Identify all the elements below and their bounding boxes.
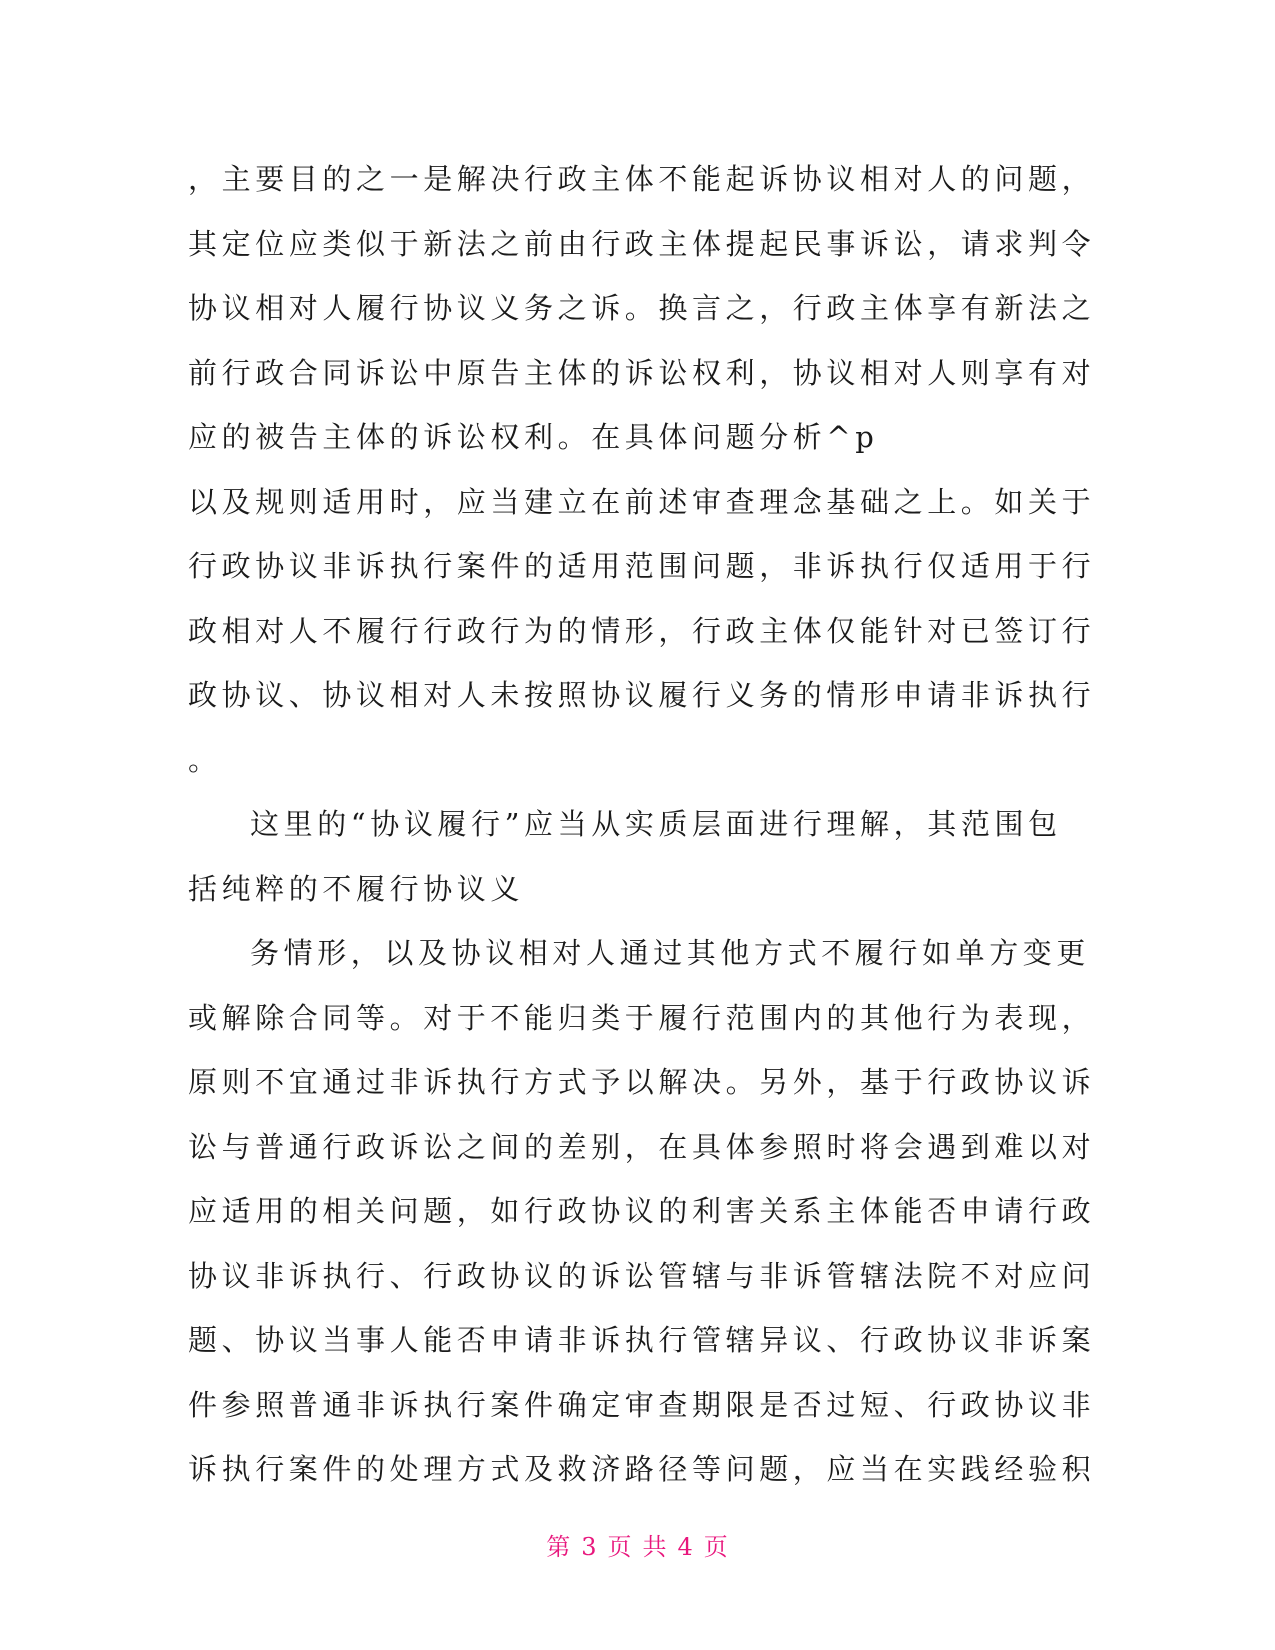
document-body [188, 147, 1096, 1502]
text-line: 行政协议非诉执行案件的适用范围问题，非诉执行仅适用于行 [188, 549, 1096, 583]
text-line: 以及规则适用时，应当建立在前述审查理念基础之上。如关于 [188, 484, 1096, 519]
text-line: 应的被告主体的诉讼权利。在具体问题分析^p [188, 420, 879, 454]
current-page-number: 3 [581, 1533, 598, 1561]
footer-page-word: 页 [607, 1533, 633, 1561]
footer-suffix: 页 [703, 1533, 729, 1561]
text-line: 括纯粹的不履行协议义 [188, 871, 525, 906]
page-footer [0, 1527, 1275, 1562]
footer-total-word: 共 [642, 1533, 668, 1561]
total-page-count: 4 [677, 1533, 694, 1561]
text-line: 前行政合同诉讼中原告主体的诉讼权利，协议相对人则享有对 [188, 355, 1096, 390]
paragraph-first-line: 务情形，以及协议相对人通过其他方式不履行如单方变更 [250, 936, 1091, 970]
text-line: 或解除合同等。对于不能归类于履行范围内的其他行为表现， [188, 1000, 1096, 1035]
paragraph-first-line: 这里的“协议履行”应当从实质层面进行理解，其范围包 [250, 807, 1062, 841]
text-line: 协议相对人履行协议义务之诉。换言之，行政主体享有新法之 [188, 291, 1096, 325]
footer-prefix: 第 [546, 1533, 572, 1561]
text-line: 。 [188, 742, 222, 777]
text-line: 应适用的相关问题，如行政协议的利害关系主体能否申请行政 [188, 1194, 1096, 1228]
text-line: 政协议、协议相对人未按照协议履行义务的情形申请非诉执行 [188, 678, 1096, 712]
text-line: 政相对人不履行行政行为的情形，行政主体仅能针对已签订行 [188, 613, 1096, 648]
text-line: 讼与普通行政诉讼之间的差别，在具体参照时将会遇到难以对 [188, 1129, 1096, 1164]
text-line: 件参照普通非诉执行案件确定审查期限是否过短、行政协议非 [188, 1387, 1096, 1422]
text-line: ，主要目的之一是解决行政主体不能起诉协议相对人的问题， [188, 162, 1096, 196]
text-line: 诉执行案件的处理方式及救济路径等问题，应当在实践经验积 [188, 1452, 1096, 1486]
text-line: 题、协议当事人能否申请非诉执行管辖异议、行政协议非诉案 [188, 1323, 1096, 1357]
text-line: 协议非诉执行、行政协议的诉讼管辖与非诉管辖法院不对应问 [188, 1258, 1096, 1293]
text-line: 原则不宜通过非诉执行方式予以解决。另外，基于行政协议诉 [188, 1065, 1096, 1099]
text-line: 其定位应类似于新法之前由行政主体提起民事诉讼，请求判令 [188, 226, 1096, 261]
